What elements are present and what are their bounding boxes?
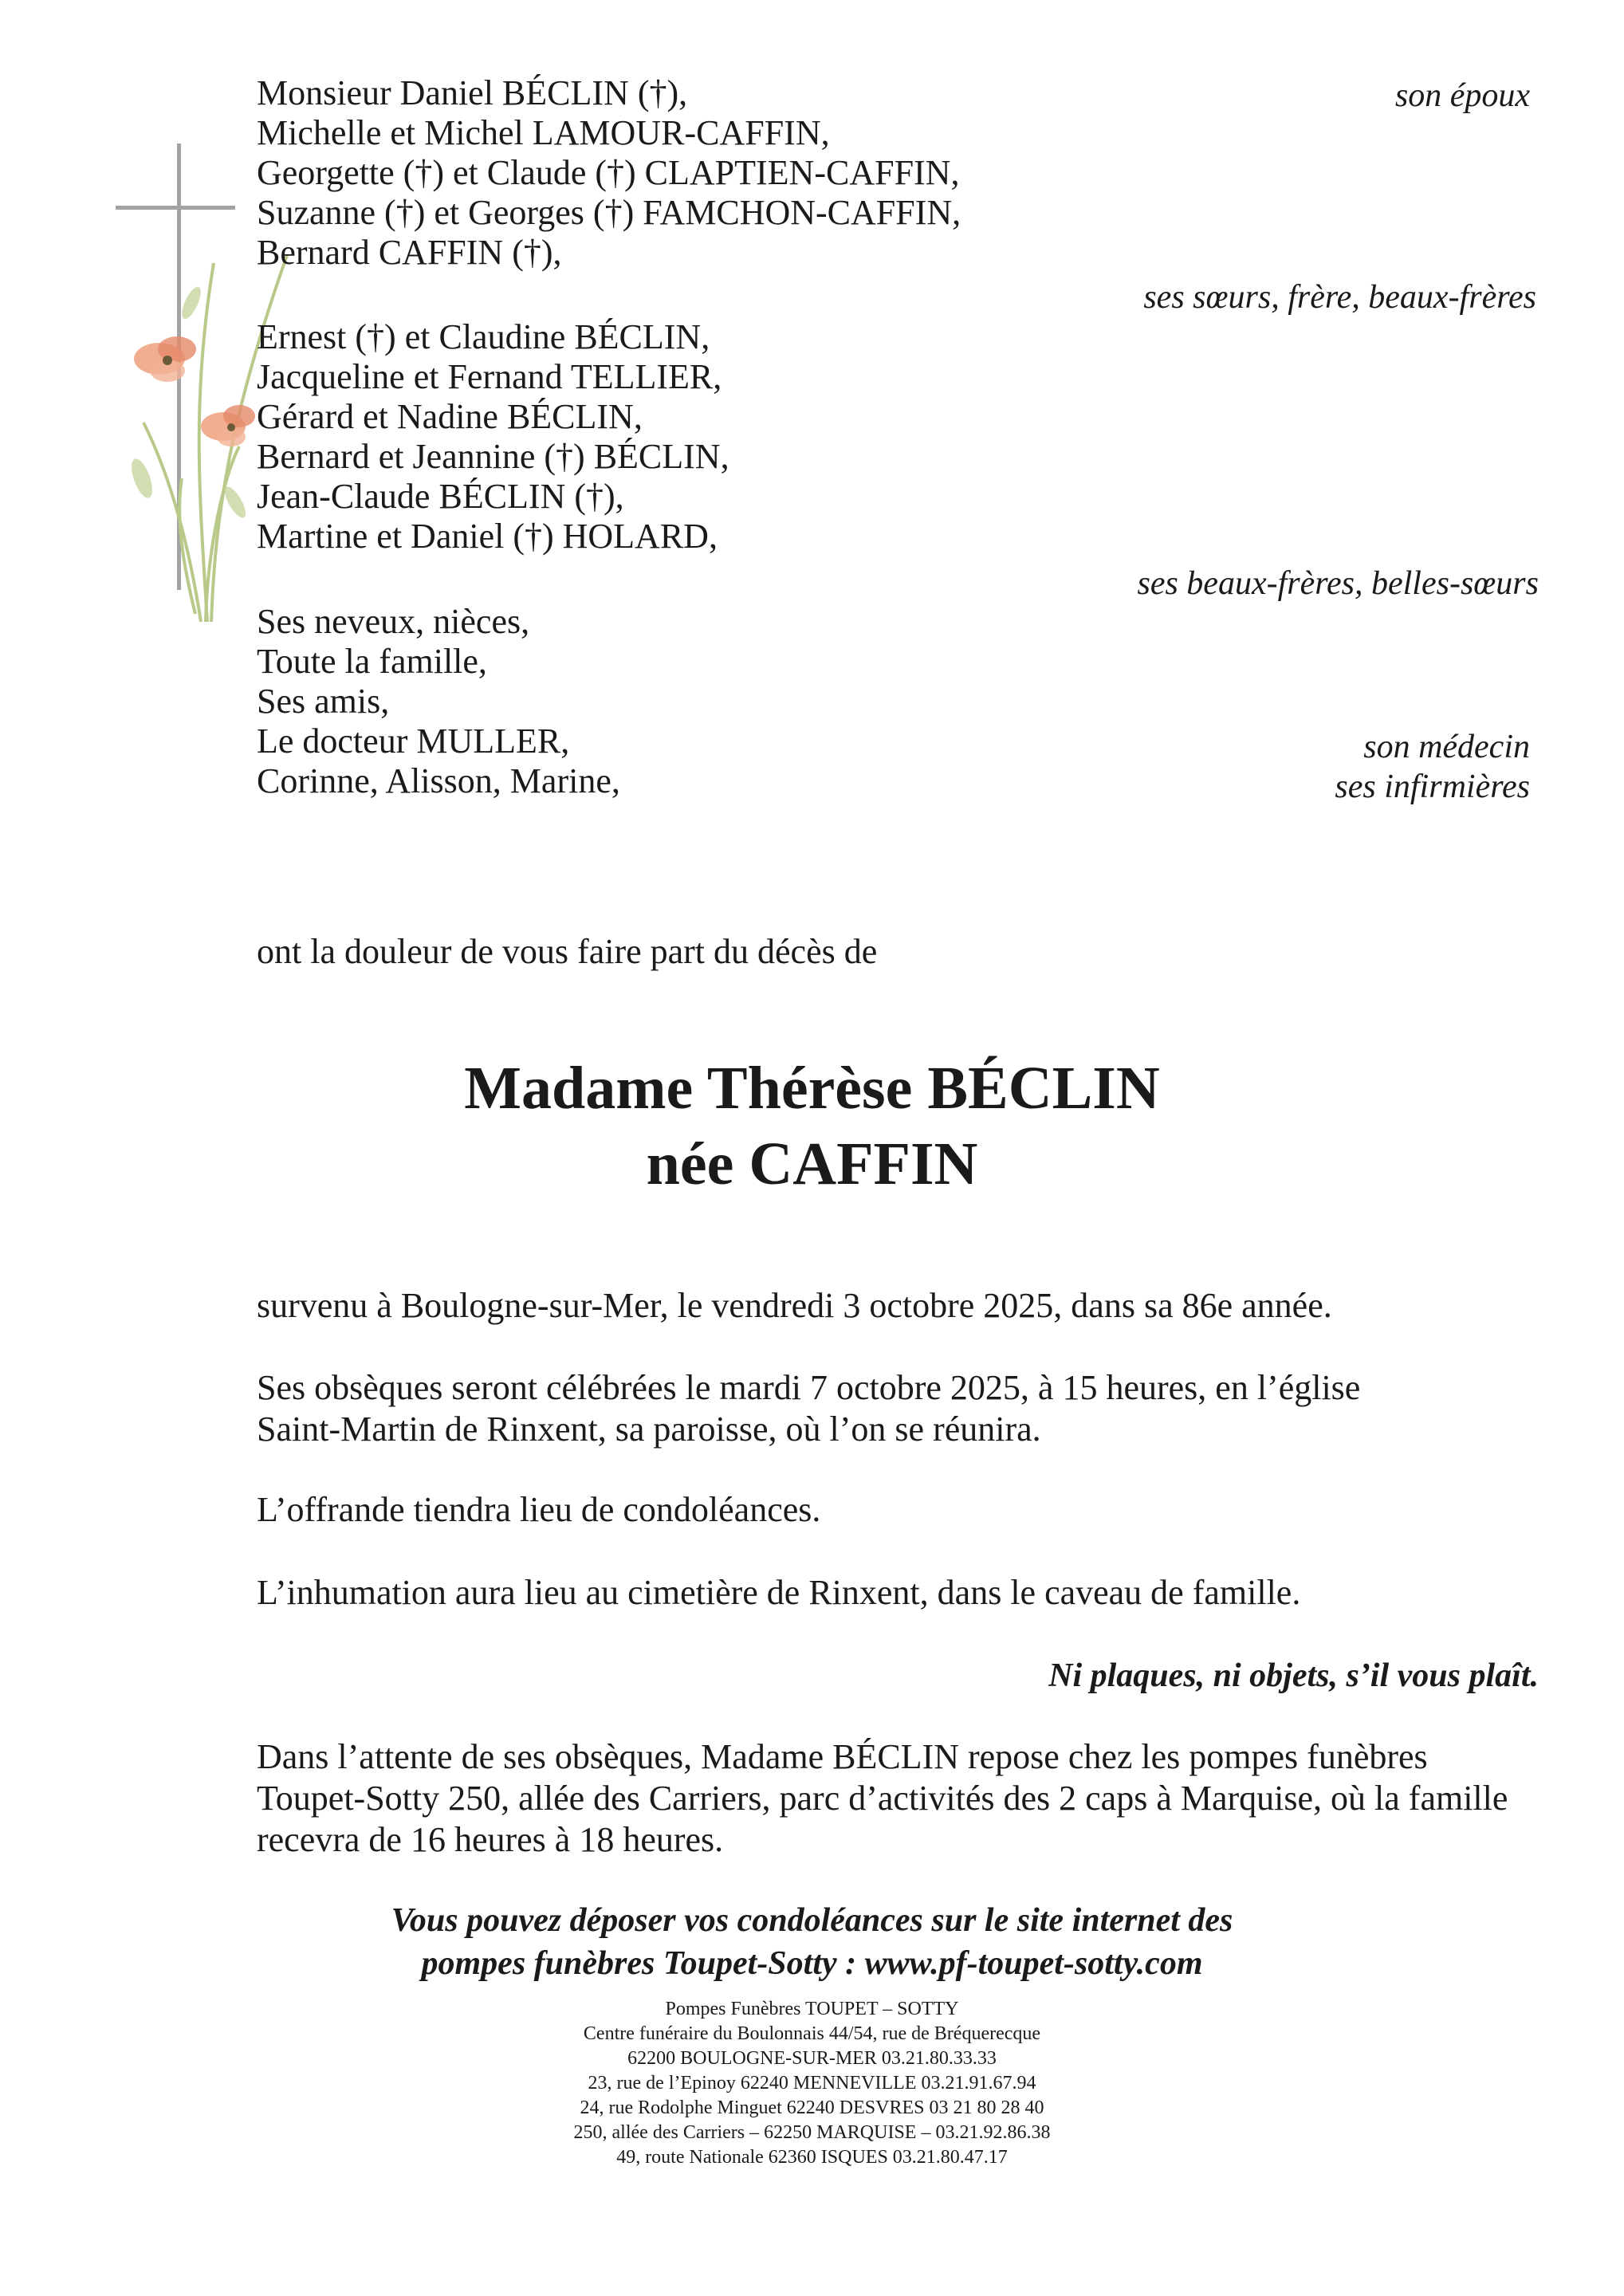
family-line: Ses neveux, nièces, xyxy=(257,602,530,641)
family-line: Jacqueline et Fernand TELLIER, xyxy=(257,357,722,396)
death-paragraph: survenu à Boulogne-sur-Mer, le vendredi 3 octobre 2025, dans sa 86e année. xyxy=(257,1286,1332,1325)
condolences-line2: pompes funèbres Toupet-Sotty : www.pf-toupet-sotty.com xyxy=(421,1945,1203,1982)
poppy-flower-icon-2 xyxy=(201,405,255,446)
role-beaux: ses beaux-frères, belles-sœurs xyxy=(1137,565,1539,602)
announcement-text: ont la douleur de vous faire part du décès de xyxy=(257,932,878,971)
funeral-paragraph-line2: Saint-Martin de Rinxent, sa paroisse, où l’on se réunira. xyxy=(257,1409,1041,1449)
footer-line: Centre funéraire du Boulonnais 44/54, rue de Bréquerecque xyxy=(583,2023,1041,2044)
family-line: Michelle et Michel LAMOUR-CAFFIN, xyxy=(257,113,830,152)
family-line: Suzanne (†) et Georges (†) FAMCHON-CAFFIN, xyxy=(257,193,961,232)
family-line: Jean-Claude BÉCLIN (†), xyxy=(257,477,624,516)
family-line: Bernard CAFFIN (†), xyxy=(257,233,562,272)
family-line: Bernard et Jeannine (†) BÉCLIN, xyxy=(257,437,729,476)
no-plaques-notice: Ni plaques, ni objets, s’il vous plaît. xyxy=(1048,1657,1539,1694)
family-line: Martine et Daniel (†) HOLARD, xyxy=(257,517,718,556)
footer-line: 24, rue Rodolphe Minguet 62240 DESVRES 03 21 80 28 40 xyxy=(580,2097,1044,2118)
family-line: Toute la famille, xyxy=(257,642,487,681)
family-line: Monsieur Daniel BÉCLIN (†), xyxy=(257,73,688,112)
family-line: Georgette (†) et Claude (†) CLAPTIEN-CAFFIN, xyxy=(257,153,960,192)
funeral-paragraph-line1: Ses obsèques seront célébrées le mardi 7 octobre 2025, à 15 heures, en l’église xyxy=(257,1368,1361,1407)
condolences-line1: Vous pouvez déposer vos condoléances sur le site internet des xyxy=(391,1902,1233,1939)
offering-paragraph: L’offrande tiendra lieu de condoléances. xyxy=(257,1490,821,1529)
role-medecin: son médecin xyxy=(1363,729,1530,765)
family-line: Gérard et Nadine BÉCLIN, xyxy=(257,397,643,436)
repose-paragraph-line3: recevra de 16 heures à 18 heures. xyxy=(257,1820,724,1859)
footer-line: 49, route Nationale 62360 ISQUES 03.21.80.47.17 xyxy=(616,2147,1008,2168)
deceased-maiden-name: née CAFFIN xyxy=(646,1130,978,1197)
poppy-flower-icon xyxy=(134,336,196,382)
family-line: Le docteur MULLER, xyxy=(257,721,570,761)
footer-line: 250, allée des Carriers – 62250 MARQUISE – 03.21.92.86.38 xyxy=(573,2122,1051,2143)
repose-paragraph-line1: Dans l’attente de ses obsèques, Madame BÉCLIN repose chez les pompes funèbres xyxy=(257,1737,1428,1776)
family-line: Corinne, Alisson, Marine, xyxy=(257,761,620,800)
repose-paragraph-line2: Toupet-Sotty 250, allée des Carriers, parc d’activités des 2 caps à Marquise, où la famille xyxy=(257,1779,1508,1818)
role-soeurs: ses sœurs, frère, beaux-frères xyxy=(1143,279,1536,316)
family-line: Ernest (†) et Claudine BÉCLIN, xyxy=(257,317,710,356)
burial-paragraph: L’inhumation aura lieu au cimetière de Rinxent, dans le caveau de famille. xyxy=(257,1573,1301,1612)
deceased-name: Madame Thérèse BÉCLIN xyxy=(464,1055,1160,1122)
footer-line: 23, rue de l’Epinoy 62240 MENNEVILLE 03.21.91.67.94 xyxy=(588,2073,1036,2094)
leaf-icon xyxy=(128,285,250,521)
footer-line: Pompes Funèbres TOUPET – SOTTY xyxy=(665,1999,959,2019)
role-epoux: son époux xyxy=(1394,77,1530,114)
funeral-home-footer xyxy=(0,1997,1624,2170)
role-infirmieres: ses infirmières xyxy=(1335,769,1530,805)
family-line: Ses amis, xyxy=(257,682,390,721)
footer-line: 62200 BOULOGNE-SUR-MER 03.21.80.33.33 xyxy=(627,2048,997,2069)
